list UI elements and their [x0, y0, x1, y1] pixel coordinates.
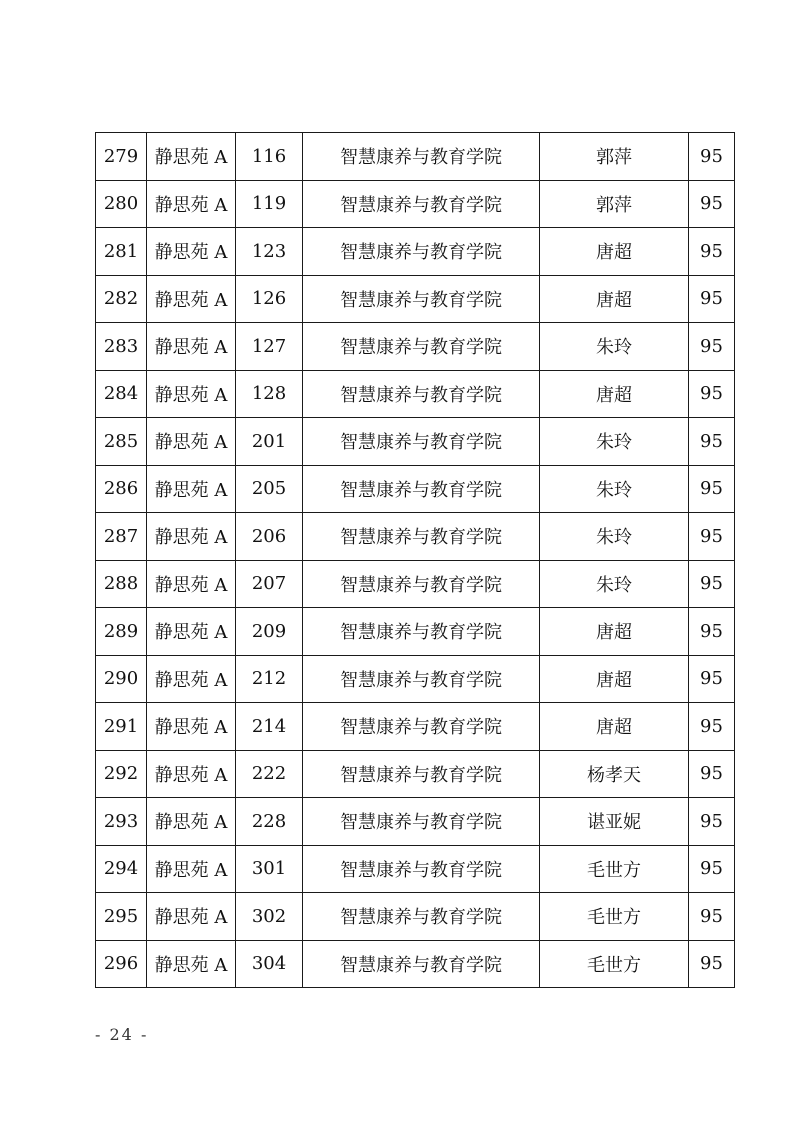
name-cell: 朱玲 [540, 323, 689, 371]
row-index-cell: 293 [96, 798, 147, 846]
name-cell: 郭萍 [540, 180, 689, 228]
table-row [96, 275, 735, 323]
college-cell: 智慧康养与教育学院 [303, 228, 540, 276]
table-row [96, 228, 735, 276]
table-row [96, 370, 735, 418]
building-cell: 静思苑 A [147, 418, 236, 466]
table-row [96, 323, 735, 371]
score-cell: 95 [689, 418, 735, 466]
score-cell: 95 [689, 845, 735, 893]
college-cell: 智慧康养与教育学院 [303, 370, 540, 418]
college-cell: 智慧康养与教育学院 [303, 513, 540, 561]
name-cell: 唐超 [540, 703, 689, 751]
building-cell: 静思苑 A [147, 798, 236, 846]
table-row [96, 893, 735, 941]
score-cell: 95 [689, 465, 735, 513]
table-body [96, 133, 735, 988]
row-index-cell: 290 [96, 655, 147, 703]
row-index-cell: 287 [96, 513, 147, 561]
table-row [96, 418, 735, 466]
table-row [96, 655, 735, 703]
row-index-cell: 286 [96, 465, 147, 513]
row-index-cell: 281 [96, 228, 147, 276]
building-cell: 静思苑 A [147, 180, 236, 228]
building-cell: 静思苑 A [147, 940, 236, 988]
building-cell: 静思苑 A [147, 608, 236, 656]
table-row [96, 750, 735, 798]
score-cell: 95 [689, 323, 735, 371]
score-cell: 95 [689, 513, 735, 561]
score-cell: 95 [689, 133, 735, 181]
room-cell: 212 [236, 655, 303, 703]
table-row [96, 560, 735, 608]
name-cell: 唐超 [540, 370, 689, 418]
college-cell: 智慧康养与教育学院 [303, 560, 540, 608]
room-cell: 205 [236, 465, 303, 513]
room-cell: 222 [236, 750, 303, 798]
table-row [96, 465, 735, 513]
room-cell: 128 [236, 370, 303, 418]
college-cell: 智慧康养与教育学院 [303, 893, 540, 941]
table-row [96, 798, 735, 846]
name-cell: 唐超 [540, 655, 689, 703]
room-cell: 116 [236, 133, 303, 181]
building-cell: 静思苑 A [147, 133, 236, 181]
name-cell: 毛世方 [540, 940, 689, 988]
score-cell: 95 [689, 893, 735, 941]
building-cell: 静思苑 A [147, 275, 236, 323]
building-cell: 静思苑 A [147, 370, 236, 418]
score-cell: 95 [689, 180, 735, 228]
row-index-cell: 279 [96, 133, 147, 181]
college-cell: 智慧康养与教育学院 [303, 608, 540, 656]
score-cell: 95 [689, 940, 735, 988]
name-cell: 谌亚妮 [540, 798, 689, 846]
college-cell: 智慧康养与教育学院 [303, 323, 540, 371]
name-cell: 唐超 [540, 275, 689, 323]
page-number: - 24 - [95, 1025, 149, 1044]
building-cell: 静思苑 A [147, 323, 236, 371]
college-cell: 智慧康养与教育学院 [303, 703, 540, 751]
name-cell: 杨孝天 [540, 750, 689, 798]
name-cell: 朱玲 [540, 465, 689, 513]
room-cell: 301 [236, 845, 303, 893]
name-cell: 毛世方 [540, 893, 689, 941]
name-cell: 毛世方 [540, 845, 689, 893]
college-cell: 智慧康养与教育学院 [303, 798, 540, 846]
room-cell: 201 [236, 418, 303, 466]
score-cell: 95 [689, 228, 735, 276]
college-cell: 智慧康养与教育学院 [303, 750, 540, 798]
row-index-cell: 294 [96, 845, 147, 893]
table-row [96, 513, 735, 561]
room-cell: 209 [236, 608, 303, 656]
building-cell: 静思苑 A [147, 228, 236, 276]
college-cell: 智慧康养与教育学院 [303, 275, 540, 323]
room-cell: 302 [236, 893, 303, 941]
row-index-cell: 284 [96, 370, 147, 418]
college-cell: 智慧康养与教育学院 [303, 180, 540, 228]
room-cell: 127 [236, 323, 303, 371]
building-cell: 静思苑 A [147, 845, 236, 893]
college-cell: 智慧康养与教育学院 [303, 940, 540, 988]
row-index-cell: 283 [96, 323, 147, 371]
row-index-cell: 291 [96, 703, 147, 751]
name-cell: 唐超 [540, 608, 689, 656]
name-cell: 朱玲 [540, 513, 689, 561]
room-cell: 214 [236, 703, 303, 751]
row-index-cell: 295 [96, 893, 147, 941]
building-cell: 静思苑 A [147, 750, 236, 798]
row-index-cell: 296 [96, 940, 147, 988]
building-cell: 静思苑 A [147, 655, 236, 703]
college-cell: 智慧康养与教育学院 [303, 845, 540, 893]
row-index-cell: 282 [96, 275, 147, 323]
score-cell: 95 [689, 750, 735, 798]
name-cell: 朱玲 [540, 418, 689, 466]
building-cell: 静思苑 A [147, 703, 236, 751]
room-cell: 304 [236, 940, 303, 988]
score-cell: 95 [689, 655, 735, 703]
room-cell: 207 [236, 560, 303, 608]
name-cell: 郭萍 [540, 133, 689, 181]
score-cell: 95 [689, 275, 735, 323]
score-cell: 95 [689, 370, 735, 418]
score-cell: 95 [689, 560, 735, 608]
table-row [96, 180, 735, 228]
college-cell: 智慧康养与教育学院 [303, 655, 540, 703]
room-cell: 206 [236, 513, 303, 561]
table-row [96, 703, 735, 751]
building-cell: 静思苑 A [147, 893, 236, 941]
college-cell: 智慧康养与教育学院 [303, 133, 540, 181]
dormitory-score-table [95, 132, 735, 988]
table-row [96, 133, 735, 181]
row-index-cell: 280 [96, 180, 147, 228]
college-cell: 智慧康养与教育学院 [303, 418, 540, 466]
college-cell: 智慧康养与教育学院 [303, 465, 540, 513]
building-cell: 静思苑 A [147, 560, 236, 608]
table-row [96, 608, 735, 656]
row-index-cell: 285 [96, 418, 147, 466]
score-cell: 95 [689, 608, 735, 656]
name-cell: 朱玲 [540, 560, 689, 608]
row-index-cell: 288 [96, 560, 147, 608]
row-index-cell: 289 [96, 608, 147, 656]
table-row [96, 940, 735, 988]
building-cell: 静思苑 A [147, 465, 236, 513]
building-cell: 静思苑 A [147, 513, 236, 561]
row-index-cell: 292 [96, 750, 147, 798]
table-row [96, 845, 735, 893]
room-cell: 228 [236, 798, 303, 846]
room-cell: 126 [236, 275, 303, 323]
score-cell: 95 [689, 703, 735, 751]
room-cell: 123 [236, 228, 303, 276]
room-cell: 119 [236, 180, 303, 228]
name-cell: 唐超 [540, 228, 689, 276]
score-cell: 95 [689, 798, 735, 846]
